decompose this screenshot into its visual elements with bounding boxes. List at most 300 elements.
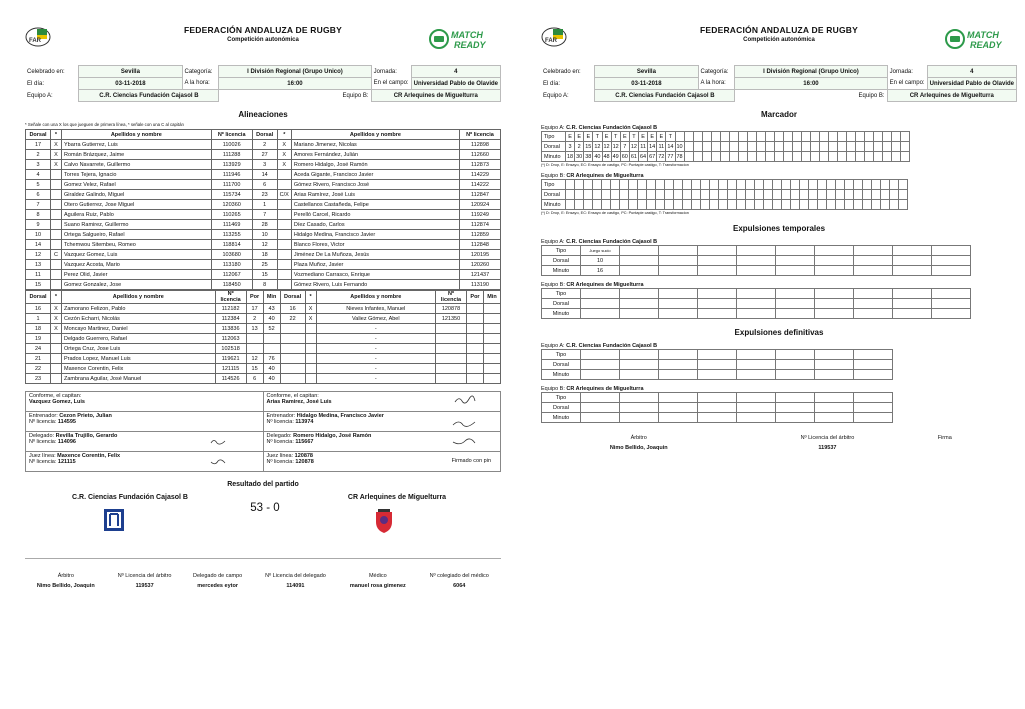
scoreboard-cell (702, 152, 711, 162)
scoreboard-cell (602, 190, 611, 200)
scoreboard-cell (855, 142, 864, 152)
scoreboard-cell (800, 190, 809, 200)
expulsion-cell (893, 299, 932, 309)
label-place: Celebrado en: (27, 68, 65, 75)
scoreboard-cell (638, 180, 647, 190)
scoreboard-row (542, 132, 910, 142)
scoreboard-cell (827, 180, 836, 190)
sub-por-b (467, 354, 484, 364)
round-value: 4 (411, 66, 500, 78)
dorsal-b: 6 (252, 180, 277, 190)
starter-row (26, 260, 501, 270)
license-b: 112898 (460, 140, 501, 150)
expulsion-row-label: Tipo (542, 289, 581, 299)
sub-license-b (436, 324, 467, 334)
acta-page-left (25, 0, 501, 709)
sub-dorsal-a: 16 (26, 304, 51, 314)
sub-row (26, 374, 501, 384)
player-a: Román Brázquez, Jaime (62, 150, 212, 160)
expulsion-cell (932, 299, 971, 309)
expulsion-cell (620, 360, 659, 370)
expulsion-row (542, 403, 893, 413)
starter-row (26, 280, 501, 290)
sub-license-a: 112063 (215, 334, 246, 344)
license-a: 113255 (211, 230, 252, 240)
scoreboard-cell (755, 200, 764, 210)
label-category: Categoría: (184, 68, 213, 75)
competition-type: Competición autonómica (227, 37, 299, 43)
judge-b-cell (263, 452, 501, 472)
mark-b (277, 270, 291, 280)
expulsion-cell (893, 289, 932, 299)
mark-b: X (277, 150, 291, 160)
sub-por-a (246, 344, 263, 354)
temp-expulsions-a-grid (541, 245, 971, 276)
scoreboard-cell (683, 200, 692, 210)
scoreboard-cell (701, 200, 710, 210)
starter-row (26, 190, 501, 200)
place-value: Sevilla (79, 66, 182, 78)
delegate-a-cell (26, 432, 264, 452)
expulsion-cell (854, 289, 893, 299)
license-b: 120924 (460, 200, 501, 210)
signature-captain-b-icon (453, 395, 477, 405)
federation-logo-icon (25, 26, 51, 48)
sub-col-name-b: Apellidos y nombre (316, 291, 435, 304)
player-a: Gomez Gonzalez, Jose (62, 280, 212, 290)
sub-col-dorsal-a: Dorsal (26, 291, 51, 304)
delegate-b-name: Romero Hidalgo, José Ramón (293, 433, 372, 439)
scoreboard-row (542, 190, 908, 200)
sub-player-a: Ortega Cruz, Jose Luis (62, 344, 216, 354)
scoreboard-cell (863, 180, 872, 190)
scoreboard-cell: 48 (603, 153, 610, 160)
def-expulsions-a-grid (541, 349, 893, 380)
starter-row (26, 200, 501, 210)
col-license-a: Nº licencia (211, 130, 252, 140)
tb-team: CR Arlequines de Miguelturra (566, 282, 644, 288)
r-h-referee: Árbitro (630, 435, 647, 441)
expulsion-cell (815, 299, 854, 309)
expulsion-cell (776, 393, 815, 403)
dorsal-a: 17 (26, 140, 51, 150)
sub-license-a: 112384 (215, 314, 246, 324)
expulsion-cell (815, 289, 854, 299)
starter-row (26, 220, 501, 230)
scoreboard-cell: 15 (585, 143, 592, 150)
delegate-a-label: Delegado: (29, 433, 55, 439)
scoreboard-cell (890, 190, 899, 200)
scoreboard-cell (720, 152, 729, 162)
referee-name: Nimo Bellido, Joaquin (36, 583, 95, 589)
r-label-team-b: Equipo B: (858, 92, 885, 99)
scoreboard-cell: E (584, 132, 593, 142)
sub-dorsal-b: 22 (280, 314, 305, 324)
sub-min-a: 76 (263, 354, 280, 364)
expulsion-cell (932, 266, 971, 276)
expulsion-cell (659, 256, 698, 266)
player-b: Romero Hidalgo, José Ramón (291, 160, 459, 170)
scoreboard-cell (764, 180, 773, 190)
sub-license-a: 114526 (215, 374, 246, 384)
expulsion-cell (581, 393, 620, 403)
dorsal-a: 7 (26, 200, 51, 210)
sub-min-b (484, 344, 501, 354)
sub-player-b: - (316, 324, 435, 334)
scoreboard-cell (819, 142, 828, 152)
sub-min-b (484, 314, 501, 324)
mark-a (51, 210, 62, 220)
scoreboard-cell: 3 (566, 142, 575, 152)
starter-row (26, 210, 501, 220)
scoreboard-cell (701, 190, 710, 200)
scoreboard-cell (611, 180, 620, 190)
header (25, 0, 501, 56)
expulsion-cell (581, 413, 620, 423)
scoreboard-row-label: Dorsal (542, 142, 566, 152)
player-a: Giraldez Galindo, Miguel (62, 190, 212, 200)
expulsion-cell (620, 309, 659, 319)
scoreboard-cell (611, 190, 620, 200)
expulsion-cell (659, 393, 698, 403)
scoreboard-cell (900, 132, 909, 142)
scoreboard-cell (791, 190, 800, 200)
coach-a-name: Cezon Prieto, Julian (59, 413, 112, 419)
judge-b-lic-label: Nº licencia: (266, 459, 294, 465)
expulsion-cell (854, 309, 893, 319)
expulsion-cell (815, 266, 854, 276)
scoreboard-cell (602, 200, 611, 210)
license-b: 120260 (460, 260, 501, 270)
sub-por-b (467, 334, 484, 344)
expulsion-row-label: Tipo (542, 350, 581, 360)
r-time-value: 16:00 (735, 78, 887, 90)
scoreboard-cell (701, 180, 710, 190)
scoreboard-cell (684, 132, 693, 142)
sub-dorsal-b (280, 334, 305, 344)
dorsal-b: 28 (252, 220, 277, 230)
sub-license-a: 121115 (215, 364, 246, 374)
scoreboard-cell (873, 142, 882, 152)
scoreboard-cell (792, 142, 801, 152)
sub-dorsal-a: 23 (26, 374, 51, 384)
sub-mark-a (51, 374, 62, 384)
mark-b: C/X (277, 190, 291, 200)
sub-min-b (484, 334, 501, 344)
expulsion-cell (659, 266, 698, 276)
expulsion-cell (854, 360, 893, 370)
scoreboard-cell (702, 132, 711, 142)
sub-license-a: 119621 (215, 354, 246, 364)
sub-mark-a (51, 344, 62, 354)
r-team-b-value: CR Arlequines de Miguelturra (887, 90, 1016, 102)
federation-name-right: FEDERACIÓN ANDALUZA DE RUGBY (700, 25, 858, 35)
starter-row (26, 240, 501, 250)
scoreboard-cell (737, 190, 746, 200)
judge-b-name: 120878 (294, 453, 313, 459)
player-b: Plaza Muñoz, Javier (291, 260, 459, 270)
dorsal-a: 5 (26, 180, 51, 190)
coach-b-cell (263, 412, 501, 432)
scoreboard-cell (836, 200, 845, 210)
delegate-b-label: Delegado: (266, 433, 292, 439)
player-b: Díez Casado, Carlos (291, 220, 459, 230)
scoreboard-cell (647, 190, 656, 200)
scoreboard-cell (683, 180, 692, 190)
expulsion-cell (893, 309, 932, 319)
r-label-round: Jornada: (889, 68, 913, 75)
expulsion-cell (698, 246, 737, 256)
r-round-value: 4 (927, 66, 1016, 78)
sub-license-b: 121350 (436, 314, 467, 324)
scoreboard-cell (710, 190, 719, 200)
dorsal-b: 14 (252, 170, 277, 180)
scoreboard-cell (828, 152, 837, 162)
scoreboard-cell (791, 180, 800, 190)
delegate-a-lic: 114096 (57, 439, 76, 445)
scoreboard-cell (566, 190, 575, 200)
sub-player-a: Zambrana Aguilar, José Manuel (62, 374, 216, 384)
scoreboard-cell: 12 (603, 143, 610, 150)
h-field-delegate: Delegado de campo (193, 573, 243, 579)
federation-name: FEDERACIÓN ANDALUZA DE RUGBY (184, 25, 342, 35)
scoreboard-cell (900, 152, 909, 162)
scoreboard-row-label: Tipo (542, 132, 566, 142)
sub-mark-b (305, 334, 316, 344)
sub-por-b (467, 304, 484, 314)
scoreboard-cell (719, 190, 728, 200)
scoreboard-cell (692, 180, 701, 190)
scoreboard-cell (629, 200, 638, 210)
scoreboard-cell (629, 180, 638, 190)
mark-a (51, 260, 62, 270)
scoreboard-cell (827, 200, 836, 210)
signature-delegate-b-icon (451, 437, 477, 447)
mark-b (277, 250, 291, 260)
scoreboard-cell: E (575, 132, 584, 142)
mark-a (51, 200, 62, 210)
scoreboard-cell: 60 (621, 153, 628, 160)
scoreboard-cell (738, 132, 747, 142)
scoreboard-cell (756, 132, 765, 142)
signatures-table (25, 391, 501, 472)
result-block (25, 494, 501, 542)
dorsal-a: 6 (26, 190, 51, 200)
dorsal-b: 3 (252, 160, 277, 170)
license-a: 110265 (211, 210, 252, 220)
sub-por-a: 6 (246, 374, 263, 384)
mark-a: C (51, 250, 62, 260)
field-value: Universidad Pablo de Olavide (411, 78, 500, 90)
scoreboard-cell (828, 132, 837, 142)
license-a: 118450 (211, 280, 252, 290)
dorsal-a: 14 (26, 240, 51, 250)
sub-mark-b: X (305, 314, 316, 324)
sub-row (26, 324, 501, 334)
scoreboard-cell (684, 142, 693, 152)
expulsion-row (542, 299, 971, 309)
scoreboard-cell: E (648, 132, 657, 142)
h-doctor-license: Nº colegiado del médico (429, 573, 489, 579)
sub-por-a: 15 (246, 364, 263, 374)
coach-b-name: Hidalgo Medina, Francisco Javier (296, 413, 384, 419)
sub-mark-a: X (51, 304, 62, 314)
dorsal-b: 23 (252, 190, 277, 200)
scoreboard-cell: T (611, 132, 620, 142)
judge-a-lic: 121115 (57, 459, 76, 465)
license-a: 103680 (211, 250, 252, 260)
sub-col-dorsal-b: Dorsal (280, 291, 305, 304)
scoreboard-cell: E (639, 132, 648, 142)
scoreboard-cell (782, 190, 791, 200)
expulsion-cell (776, 266, 815, 276)
sb-a-team: C.R. Ciencias Fundación Cajasol B (566, 125, 658, 131)
scoreboard-cell (692, 190, 701, 200)
scoreboard-cell: 40 (594, 153, 601, 160)
mark-b: X (277, 160, 291, 170)
expulsion-cell (737, 289, 776, 299)
mark-a (51, 220, 62, 230)
player-a: Vazquez Acosta, Mario (62, 260, 212, 270)
scoreboard-cell (584, 190, 593, 200)
scoreboard-cell (810, 142, 819, 152)
dorsal-b: 10 (252, 230, 277, 240)
scoreboard-cell (819, 132, 828, 142)
expulsion-row-label: Minuto (542, 266, 581, 276)
starter-row (26, 160, 501, 170)
mark-b (277, 230, 291, 240)
scoreboard-row (542, 180, 908, 190)
sub-row (26, 354, 501, 364)
scoreboard-row (542, 200, 908, 210)
scoreboard-cell (828, 142, 837, 152)
federation-logo-icon (541, 26, 567, 48)
r-signature-cell (918, 443, 971, 453)
scoreboard-cell (702, 142, 711, 152)
sub-min-b (484, 354, 501, 364)
expulsion-cell (581, 309, 620, 319)
scoreboard-cell (602, 180, 611, 190)
team-a-value: C.R. Ciencias Fundación Cajasol B (79, 90, 219, 102)
sub-mark-a: X (51, 314, 62, 324)
expulsion-cell (698, 299, 737, 309)
starter-row (26, 180, 501, 190)
dorsal-b: 12 (252, 240, 277, 250)
expulsion-row-label: Dorsal (542, 299, 581, 309)
scoreboard-cell (827, 190, 836, 200)
dorsal-a: 9 (26, 220, 51, 230)
expulsion-cell (776, 370, 815, 380)
result-team-a: C.R. Ciencias Fundación Cajasol B (72, 494, 188, 501)
license-b: 114229 (460, 170, 501, 180)
scoreboard-cell (809, 190, 818, 200)
mark-b (277, 240, 291, 250)
scoreboard-cell (801, 152, 810, 162)
expulsion-cell (893, 246, 932, 256)
scoreboard-cell (818, 200, 827, 210)
scoreboard-b-grid (541, 179, 908, 210)
player-b: Gómez Rivero, Francisco José (291, 180, 459, 190)
sub-dorsal-a: 19 (26, 334, 51, 344)
sub-min-a (263, 334, 280, 344)
expulsion-cell (932, 309, 971, 319)
scoreboard-cell (656, 190, 665, 200)
r-label-category: Categoría: (700, 68, 729, 75)
scoreboard-title: Marcador (760, 110, 797, 119)
sub-min-a: 40 (263, 364, 280, 374)
sub-mark-a (51, 354, 62, 364)
expulsion-cell (620, 289, 659, 299)
expulsion-row (542, 246, 971, 256)
expulsion-row (542, 266, 971, 276)
sub-mark-a (51, 364, 62, 374)
mark-a (51, 230, 62, 240)
scoreboard-cell (665, 180, 674, 190)
expulsion-cell (698, 413, 737, 423)
scoreboard-cell (683, 190, 692, 200)
r-place-value: Sevilla (595, 66, 698, 78)
judge-b-label: Juez línea: (266, 453, 294, 459)
scoreboard-cell: 67 (649, 153, 656, 160)
sub-dorsal-a: 21 (26, 354, 51, 364)
sub-col-license-b: Nº licencia (436, 291, 467, 304)
scoreboard-cell (765, 152, 774, 162)
scoreboard-cell (773, 190, 782, 200)
scoreboard-cell (620, 190, 629, 200)
tb-prefix: Equipo B: (541, 282, 565, 288)
sub-row (26, 304, 501, 314)
scoreboard-cell (845, 190, 854, 200)
scoreboard-cell (837, 142, 846, 152)
referee-sign-table (541, 433, 971, 453)
expulsion-cell (815, 350, 854, 360)
dorsal-a: 8 (26, 210, 51, 220)
lineups-note: * Señale con una X los que jueguen de primera línea, * señale con una C al capitán (25, 122, 184, 127)
expulsion-cell (854, 266, 893, 276)
scoreboard-cell (656, 180, 665, 190)
expulsion-cell (620, 370, 659, 380)
sub-col-min-a: Min (263, 291, 280, 304)
expulsion-row-label: Minuto (542, 370, 581, 380)
scoreboard-cell (855, 132, 864, 142)
mark-a (51, 170, 62, 180)
player-b: Hidalgo Medina, Francisco Javier (291, 230, 459, 240)
scoreboard-cell (684, 152, 693, 162)
expulsion-cell (737, 299, 776, 309)
scoreboard-cell (765, 142, 774, 152)
scoreboard-cell (818, 180, 827, 190)
player-b: Blanco Flores, Victor (291, 240, 459, 250)
license-b: 112874 (460, 220, 501, 230)
db-team: CR Arlequines de Miguelturra (566, 386, 644, 392)
scoreboard-cell (774, 132, 783, 142)
da-team: C.R. Ciencias Fundación Cajasol B (566, 343, 658, 349)
h-doctor: Médico (368, 573, 387, 579)
scoreboard-cell (665, 200, 674, 210)
scoreboard-cell (845, 180, 854, 190)
expulsion-cell (815, 256, 854, 266)
dorsal-b: 18 (252, 250, 277, 260)
temp-expulsions-title: Expulsiones temporales (732, 224, 826, 233)
svg-text:FAR: FAR (29, 38, 41, 44)
match-info (25, 65, 501, 102)
scoreboard-cell (792, 152, 801, 162)
scoreboard-cell: 77 (667, 153, 674, 160)
scoreboard-cell (738, 142, 747, 152)
player-b: Castellanos Castañeda, Felipe (291, 200, 459, 210)
team-b-value: CR Arlequines de Miguelturra (371, 90, 500, 102)
scoreboard-cell (891, 152, 900, 162)
